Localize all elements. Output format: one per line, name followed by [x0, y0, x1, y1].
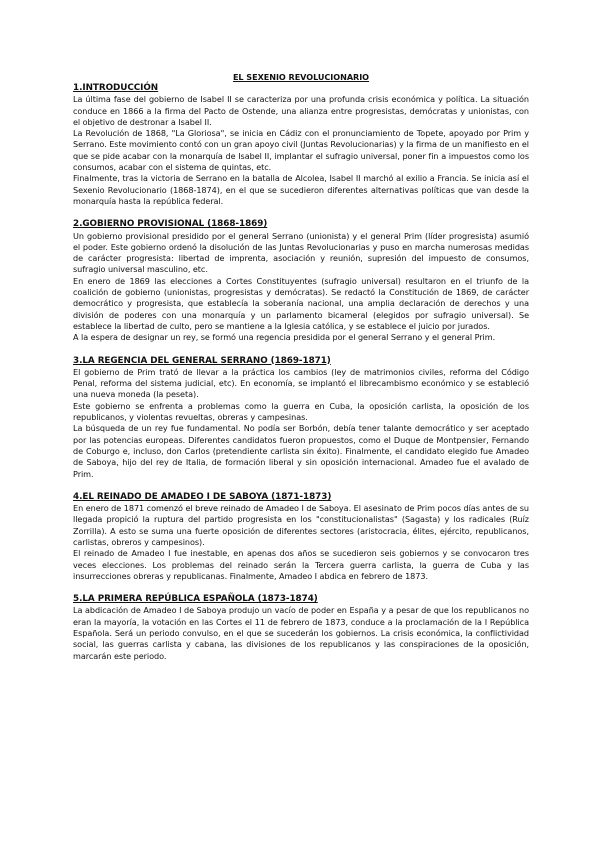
paragraph: Este gobierno se enfrenta a problemas como la guerra en Cuba, la oposición carlista, la oposición de los republicanos, y violentas revueltas, obreras y campesinas. [73, 400, 529, 423]
paragraph: La abdicación de Amadeo I de Saboya produjo un vacío de poder en España y a pesar de que los republicanos no eran la mayoría, la votación en las Cortes el 11 de febrero de 1873, conduce a la proclamación de la I República Española. Será un periodo convulso, en el que se sucederán los gobiernos. La crisis económica, la conflictividad social, las guerras carlista y cabana, las divisiones de los republicanos y las conspiraciones de la oposición, marcarán este periodo. [73, 605, 529, 661]
paragraph: La última fase del gobierno de Isabel II se caracteriza por una profunda crisis económica y política. La situación conduce en 1866 a la firma del Pacto de Ostende, una alianza entre progresistas, demócratas y unionistas, con el objetivo de destronar a Isabel II. [73, 94, 529, 127]
section-reinado-amadeo [73, 492, 529, 582]
paragraph: En enero de 1871 comenzó el breve reinado de Amadeo I de Saboya. El asesinato de Prim pocos días antes de su llegada propició la ruptura del partido progresista en los "constitucionalistas" (Sagasta) y los radicales (Ruíz Zorrilla). A esto se suma una fuerte oposición de diferentes sectores (aristocracia, élites, ejército, republicanos, carlistas, obreros y campesinos). [73, 503, 529, 547]
section-regencia-serrano [73, 356, 529, 480]
paragraph: En enero de 1869 las elecciones a Cortes Constituyentes (sufragio universal) resultaron en el triunfo de la coalición de gobierno (unionistas, progresistas y demócratas). Se redactó la Constitución de 1869, de carácter democrático y progresista, que establecía la soberanía nacional, una amplia declaración de derechos y una división de poderes con una monarquía y un parlamento bicameral (elegidos por sufragio universal). Se establece la libertad de culto, pero se mantiene a la Iglesia católica, y se establece el juicio por jurados. [73, 275, 529, 331]
section-heading: 1.INTRODUCCIÓN [73, 83, 159, 93]
section-heading: 5.LA PRIMERA REPÚBLICA ESPAÑOLA (1873-1874) [73, 594, 318, 605]
section-primera-republica [73, 594, 529, 662]
paragraph: El gobierno de Prim trató de llevar a la práctica los cambios (ley de matrimonios civiles, reforma del Código Penal, reforma del sistema judicial, etc). En economía, se implantó el librecambismo económico y se estableció una nueva moneda (la peseta). [73, 366, 529, 400]
section-heading: 2.GOBIERNO PROVISIONAL (1868-1869) [73, 219, 268, 230]
document-title: EL SEXENIO REVOLUCIONARIO [232, 72, 370, 82]
paragraph: Un gobierno provisional presidido por el general Serrano (unionista) y el general Prim (líder progresista) asumió el poder. Este gobierno ordenó la disolución de las Juntas Revolucionarias y puso en marcha numerosas medidas de carácter progresista: libertad de imprenta, asociación y reunión, supresión del impuesto de consumos, sufragio universal masculino, etc. [73, 230, 529, 275]
paragraph: La Revolución de 1868, "La Gloriosa", se inicia en Cádiz con el pronunciamiento de Topete, apoyado por Prim y Serrano. Este movimiento contó con un gran apoyo civil (Juntas Revolucionarias) y la firma de un manifiesto en el que se pide acabar con la monarquía de Isabel II, implantar el sufragio universal, poner fin a impuestos como los consumos, acabar con el sistema de quintas, etc. [73, 128, 529, 173]
paragraph: A la espera de designar un rey, se formó una regencia presidida por el general Serrano y el general Prim. [73, 332, 496, 343]
section-gobierno-provisional [73, 219, 529, 343]
paragraph: Finalmente, tras la victoria de Serrano en la batalla de Alcolea, Isabel II marchó al exilio a Francia. Se inicia así el Sexenio Revolucionario (1868-1874), en el que se sucedieron diferentes alternativas políticas que van desde la monarquía hasta la república federal. [73, 173, 529, 206]
section-heading: 4.EL REINADO DE AMADEO I DE SABOYA (1871-1873) [73, 491, 332, 502]
paragraph: El reinado de Amadeo I fue inestable, en apenas dos años se sucedieron seis gobiernos y se convocaron tres veces elecciones. Los problemas del reinado serán la Tercera guerra carlista, la guerra de Cuba y las insurrecciones obreras y republicanas. Finalmente, Amadeo I abdica en febrero de 1873. [73, 548, 529, 581]
paragraph: La búsqueda de un rey fue fundamental. No podía ser Borbón, debía tener talante democrático y ser aceptado por las potencias europeas. Diferentes candidatos fueron propuestos, como el Duque de Montpensier, Fernando de Coburgo e, incluso, don Carlos (pretendiente carlista sin éxito). Finalmente, el candidato elegido fue Amadeo de Saboya, hijo del rey de Italia, de formación liberal y sin oposición internacional. Amadeo fue el avalado de Prim. [73, 423, 529, 479]
section-heading: 3.LA REGENCIA DEL GENERAL SERRANO (1869-1871) [73, 355, 331, 366]
document-page [73, 72, 529, 662]
section-introduccion [73, 83, 529, 207]
